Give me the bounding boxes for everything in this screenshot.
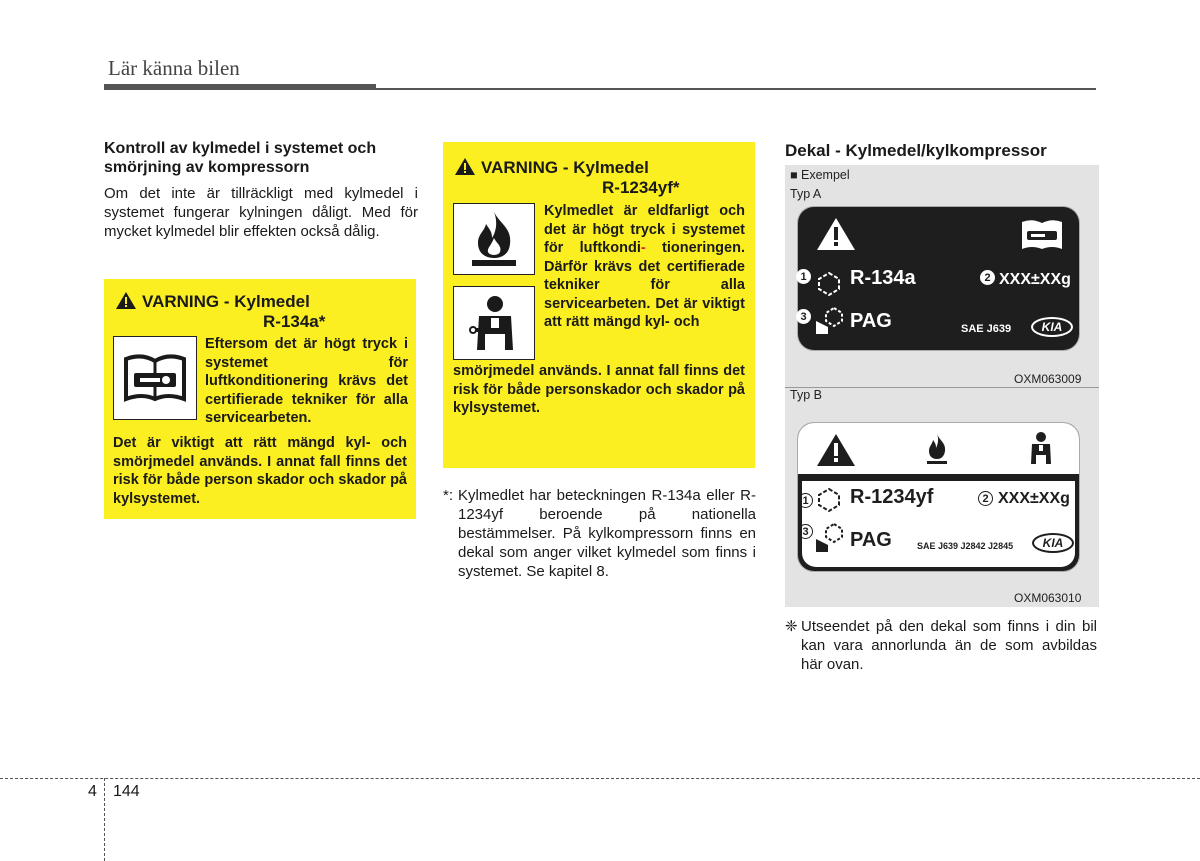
technician-icon: [1026, 431, 1054, 465]
warning-hyphen: -: [640, 240, 646, 256]
appearance-note: [785, 617, 1097, 674]
figure-divider: [785, 387, 1099, 388]
header-rule-thin: [376, 88, 1096, 90]
decal-badge-2: 2: [980, 270, 995, 285]
kia-logo: KIA: [1032, 533, 1074, 553]
flammable-icon-frame: [453, 203, 535, 275]
warning-triangle-icon: [116, 292, 136, 309]
warning-title: [455, 158, 649, 178]
warning-title-text: VARNING - Kylmedel: [481, 158, 649, 177]
decal-amount: XXX±XXg: [999, 271, 1071, 288]
section-heading: Kontroll av kylmedel i systemet och smörjning av kompressorn: [104, 140, 377, 176]
warning-triangle-icon: [816, 217, 856, 251]
service-manual-icon-frame: [113, 336, 197, 420]
warning-triangle-icon: [455, 158, 475, 175]
technician-icon-frame: [453, 286, 535, 360]
note-text: Utseendet på den dekal som finns i din bil kan vara annorlunda än de som avbildas här ovan.: [801, 618, 1097, 673]
footnote-text: Kylmedlet har beteckningen R-134a eller R-1234yf beroende på nationella bestämmelser. På kylkompressorn finns en dekal som anger vilket kylmedel som finns i systemet. Se kapitel 8.: [458, 487, 756, 580]
warning-text-right-b: tioneringen. Därför krävs det certifierade tekniker för alla servicearbeten. Det är viktigt att rätt mängd kyl- och: [544, 240, 745, 330]
decal-oil: PAG: [850, 310, 892, 332]
decal-badge-2: 2: [978, 491, 993, 506]
decal-badge-1: 1: [796, 269, 811, 284]
type-b-label: Typ B: [790, 388, 822, 402]
page-number: 144: [113, 783, 140, 800]
type-a-label: Typ A: [790, 187, 822, 201]
kia-logo: KIA: [1031, 317, 1073, 337]
figure-code-a: OXM063009: [1014, 372, 1082, 386]
decal-section-heading: Dekal - Kylmedel/kylkompressor: [785, 141, 1047, 160]
footnote: [443, 486, 756, 581]
warning-triangle-icon: [816, 433, 856, 467]
refrigerant-icon: [816, 271, 842, 297]
decal-badge-1: 1: [798, 493, 813, 508]
chapter-number: 4: [88, 783, 97, 800]
oil-icon: [814, 307, 844, 335]
refrigerant-icon: [816, 487, 842, 513]
warning-title-text: VARNING - Kylmedel: [142, 292, 310, 311]
decal-type-a: [798, 207, 1079, 350]
warning-title: [116, 292, 310, 312]
decal-badge-3: 3: [796, 309, 811, 324]
decal-standard: SAE J639: [961, 323, 1012, 335]
decal-amount: XXX±XXg: [998, 490, 1070, 507]
flammable-icon: [924, 432, 950, 466]
flammable-icon: [466, 210, 522, 268]
warning-text-right: Eftersom det är högt tryck i systemet för luftkonditionering krävs det certifierade tekniker för alla servicearbeten.: [205, 336, 408, 426]
decal-refrigerant: R-134a: [850, 267, 916, 289]
technician-icon: [469, 294, 519, 352]
warning-text-bottom: smörjmedel används. I annat fall finns det risk för både personskador och skador på kylsystemet.: [453, 363, 745, 416]
warning-box-r134a: [104, 279, 416, 519]
warning-text-right-a: Kylmedlet är eldfarligt och det är högt tryck i systemet för luftkondi: [544, 203, 745, 256]
note-mark: ❈: [785, 618, 798, 635]
warning-text-bottom: Det är viktigt att rätt mängd kyl- och smörjmedel används. I annat fall finns det risk för både person skador och skador på kylsystemet.: [113, 435, 407, 507]
warning-text-right: [544, 202, 745, 332]
warning-subtitle: R-134a*: [263, 312, 326, 331]
warning-box-r1234yf: [443, 142, 755, 468]
decal-standard: SAE J639 J2842 J2845: [917, 541, 1014, 551]
header-rule-thick: [104, 84, 376, 90]
footer-divider: [104, 778, 105, 861]
figure-code-b: OXM063010: [1014, 591, 1082, 605]
section-body-text: Om det inte är tillräckligt med kylmedel i systemet fungerar kylningen dåligt. Med för mycket kylmedel blir effekten också dålig.: [104, 185, 418, 240]
decal-badge-3: 3: [798, 524, 813, 539]
service-manual-icon: [122, 351, 188, 405]
decal-oil: PAG: [850, 529, 892, 551]
page-header-title: Lär känna bilen: [108, 56, 240, 80]
oil-icon: [814, 523, 844, 553]
decal-type-b: [798, 423, 1079, 571]
example-label: ■ Exempel: [790, 168, 850, 182]
service-manual-icon: [1020, 217, 1064, 251]
footnote-mark: *:: [443, 487, 454, 504]
footer-rule: [0, 778, 1200, 779]
decal-refrigerant: R-1234yf: [850, 486, 934, 508]
warning-subtitle: R-1234yf*: [602, 178, 680, 197]
